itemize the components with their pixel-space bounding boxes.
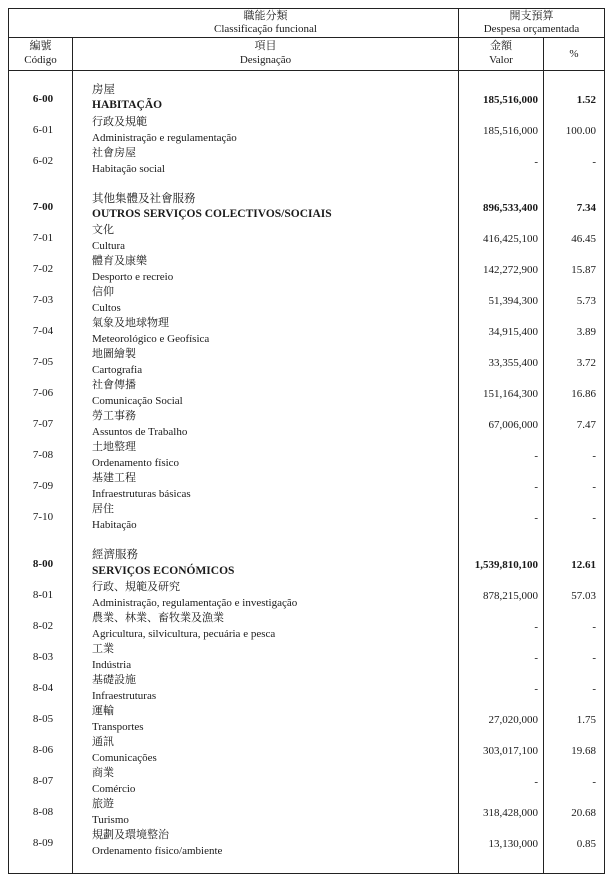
row-label-pt: Ordenamento físico/ambiente — [92, 845, 223, 857]
row-code: 6-02 — [32, 155, 54, 167]
row-code: 8-01 — [32, 589, 54, 601]
row-value: - — [534, 652, 538, 664]
row-value: - — [534, 450, 538, 462]
row-label-zh: 行政、規範及研究 — [92, 581, 180, 593]
row-label-zh: 經濟服務 — [92, 549, 138, 561]
row-pct: 46.45 — [571, 233, 596, 245]
row-label-pt: OUTROS SERVIÇOS COLECTIVOS/SOCIAIS — [92, 208, 332, 220]
row-value: - — [534, 621, 538, 633]
row-label-pt: Cartografia — [92, 364, 143, 376]
row-label-zh: 運輸 — [92, 705, 114, 717]
row-label-pt: Habitação social — [92, 163, 165, 175]
row-label-pt: Cultos — [92, 302, 121, 314]
row-code: 7-00 — [32, 201, 54, 213]
row-label-pt: Comércio — [92, 783, 136, 795]
row-code: 8-06 — [32, 744, 54, 756]
header-code-pt: Código — [24, 54, 57, 66]
row-label-zh: 旅遊 — [92, 798, 114, 810]
row-code: 7-10 — [32, 511, 54, 523]
row-code: 8-00 — [32, 558, 54, 570]
row-code: 8-03 — [32, 651, 54, 663]
row-pct: 3.72 — [576, 357, 596, 369]
row-value: 303,017,100 — [483, 745, 538, 757]
row-value: 13,130,000 — [488, 838, 538, 850]
row-pct: - — [592, 776, 596, 788]
row-label-zh: 行政及規範 — [92, 116, 147, 128]
row-label-zh: 農業、林業、畜牧業及漁業 — [92, 612, 224, 624]
row-code: 7-07 — [32, 418, 54, 430]
row-value: - — [534, 776, 538, 788]
row-label-pt: Comunicação Social — [92, 395, 183, 407]
row-value: 318,428,000 — [483, 807, 538, 819]
header-designation-pt: Designação — [239, 54, 292, 66]
row-pct: - — [592, 683, 596, 695]
row-code: 7-08 — [32, 449, 54, 461]
row-label-zh: 勞工事務 — [92, 410, 136, 422]
row-label-pt: Transportes — [92, 721, 144, 733]
row-label-zh: 通訊 — [92, 736, 114, 748]
row-code: 7-03 — [32, 294, 54, 306]
row-code: 7-09 — [32, 480, 54, 492]
row-value: - — [534, 512, 538, 524]
header-separator-2 — [8, 70, 605, 71]
row-value: 51,394,300 — [488, 295, 538, 307]
row-code: 8-08 — [32, 806, 54, 818]
row-pct: 5.73 — [576, 295, 596, 307]
row-pct: 16.86 — [571, 388, 596, 400]
row-label-zh: 工業 — [92, 643, 114, 655]
table-right-border — [604, 8, 605, 874]
header-budget-zh: 開支預算 — [509, 10, 554, 22]
row-pct: 1.75 — [576, 714, 596, 726]
row-label-zh: 社會傳播 — [92, 379, 136, 391]
row-pct: 57.03 — [571, 590, 596, 602]
row-label-zh: 信仰 — [92, 286, 114, 298]
row-label-pt: Ordenamento físico — [92, 457, 180, 469]
row-pct: 7.47 — [576, 419, 596, 431]
row-label-zh: 體育及康樂 — [92, 255, 147, 267]
row-value: - — [534, 683, 538, 695]
row-value: 896,533,400 — [483, 202, 538, 214]
row-code: 8-04 — [32, 682, 54, 694]
row-pct: 1.52 — [576, 94, 596, 106]
row-code: 8-05 — [32, 713, 54, 725]
row-pct: 7.34 — [576, 202, 596, 214]
row-pct: 19.68 — [571, 745, 596, 757]
row-code: 8-09 — [32, 837, 54, 849]
row-label-pt: Agricultura, silvicultura, pecuária e pesca — [92, 628, 276, 640]
row-label-pt: Infraestruturas — [92, 690, 157, 702]
table-bottom-border — [8, 873, 605, 874]
row-label-pt: Comunicações — [92, 752, 157, 764]
row-code: 7-05 — [32, 356, 54, 368]
row-code: 8-02 — [32, 620, 54, 632]
row-value: 33,355,400 — [488, 357, 538, 369]
header-classification-pt: Classificação funcional — [214, 23, 317, 35]
row-pct: 20.68 — [571, 807, 596, 819]
row-label-pt: Cultura — [92, 240, 125, 252]
row-value: 151,164,300 — [483, 388, 538, 400]
row-code: 6-00 — [32, 93, 54, 105]
row-pct: 100.00 — [565, 125, 596, 137]
row-value: 185,516,000 — [483, 125, 538, 137]
row-label-pt: Desporto e recreio — [92, 271, 174, 283]
row-pct: 15.87 — [571, 264, 596, 276]
row-code: 8-07 — [32, 775, 54, 787]
row-code: 7-02 — [32, 263, 54, 275]
row-label-pt: Administração e regulamentação — [92, 132, 237, 144]
row-code: 7-06 — [32, 387, 54, 399]
row-code: 6-01 — [32, 124, 54, 136]
row-value: 34,915,400 — [488, 326, 538, 338]
row-label-zh: 基礎設施 — [92, 674, 136, 686]
row-label-zh: 房屋 — [92, 84, 115, 96]
row-code: 7-04 — [32, 325, 54, 337]
header-code-zh: 編號 — [29, 40, 52, 52]
row-pct: 0.85 — [576, 838, 596, 850]
row-label-zh: 社會房屋 — [92, 147, 136, 159]
row-pct: 3.89 — [576, 326, 596, 338]
row-code: 7-01 — [32, 232, 54, 244]
row-label-pt: Assuntos de Trabalho — [92, 426, 188, 438]
row-value: 1,539,810,100 — [474, 559, 538, 571]
row-label-zh: 其他集體及社會服務 — [92, 193, 196, 205]
header-value-pt: Valor — [489, 54, 513, 66]
row-value: 416,425,100 — [483, 233, 538, 245]
row-label-zh: 氣象及地球物理 — [92, 317, 169, 329]
table-left-border — [8, 8, 9, 874]
header-value-zh: 金額 — [490, 40, 512, 52]
row-label-zh: 規劃及環境整治 — [92, 829, 169, 841]
row-pct: - — [592, 512, 596, 524]
header-designation-zh: 項目 — [254, 40, 277, 52]
row-label-zh: 文化 — [92, 224, 114, 236]
row-pct: - — [592, 481, 596, 493]
row-label-pt: Habitação — [92, 519, 137, 531]
row-value: 142,272,900 — [483, 264, 538, 276]
row-value: 185,516,000 — [483, 94, 538, 106]
header-classification-zh: 職能分類 — [243, 10, 288, 22]
row-pct: - — [592, 450, 596, 462]
row-label-zh: 基建工程 — [92, 472, 136, 484]
header-separator-1 — [8, 37, 605, 38]
row-pct: - — [592, 652, 596, 664]
row-label-pt: HABITAÇÃO — [92, 99, 163, 111]
row-value: - — [534, 481, 538, 493]
row-pct: - — [592, 621, 596, 633]
row-value: - — [534, 156, 538, 168]
row-label-zh: 居住 — [92, 503, 114, 515]
row-label-pt: Meteorológico e Geofísica — [92, 333, 210, 345]
row-label-pt: Turismo — [92, 814, 129, 826]
row-pct: 12.61 — [571, 559, 596, 571]
row-pct: - — [592, 156, 596, 168]
row-value: 27,020,000 — [488, 714, 538, 726]
row-label-zh: 商業 — [92, 767, 114, 779]
row-value: 878,215,000 — [483, 590, 538, 602]
row-label-pt: Administração, regulamentação e investigação — [92, 597, 298, 609]
header-pct: % — [569, 48, 579, 60]
row-label-pt: Indústria — [92, 659, 132, 671]
row-label-zh: 地圖繪製 — [92, 348, 136, 360]
row-label-zh: 土地整理 — [92, 441, 136, 453]
col-divider-pct — [543, 37, 544, 874]
row-label-pt: Infraestruturas básicas — [92, 488, 191, 500]
header-budget-pt: Despesa orçamentada — [483, 23, 580, 35]
row-value: 67,006,000 — [488, 419, 538, 431]
row-label-pt: SERVIÇOS ECONÓMICOS — [92, 565, 235, 577]
